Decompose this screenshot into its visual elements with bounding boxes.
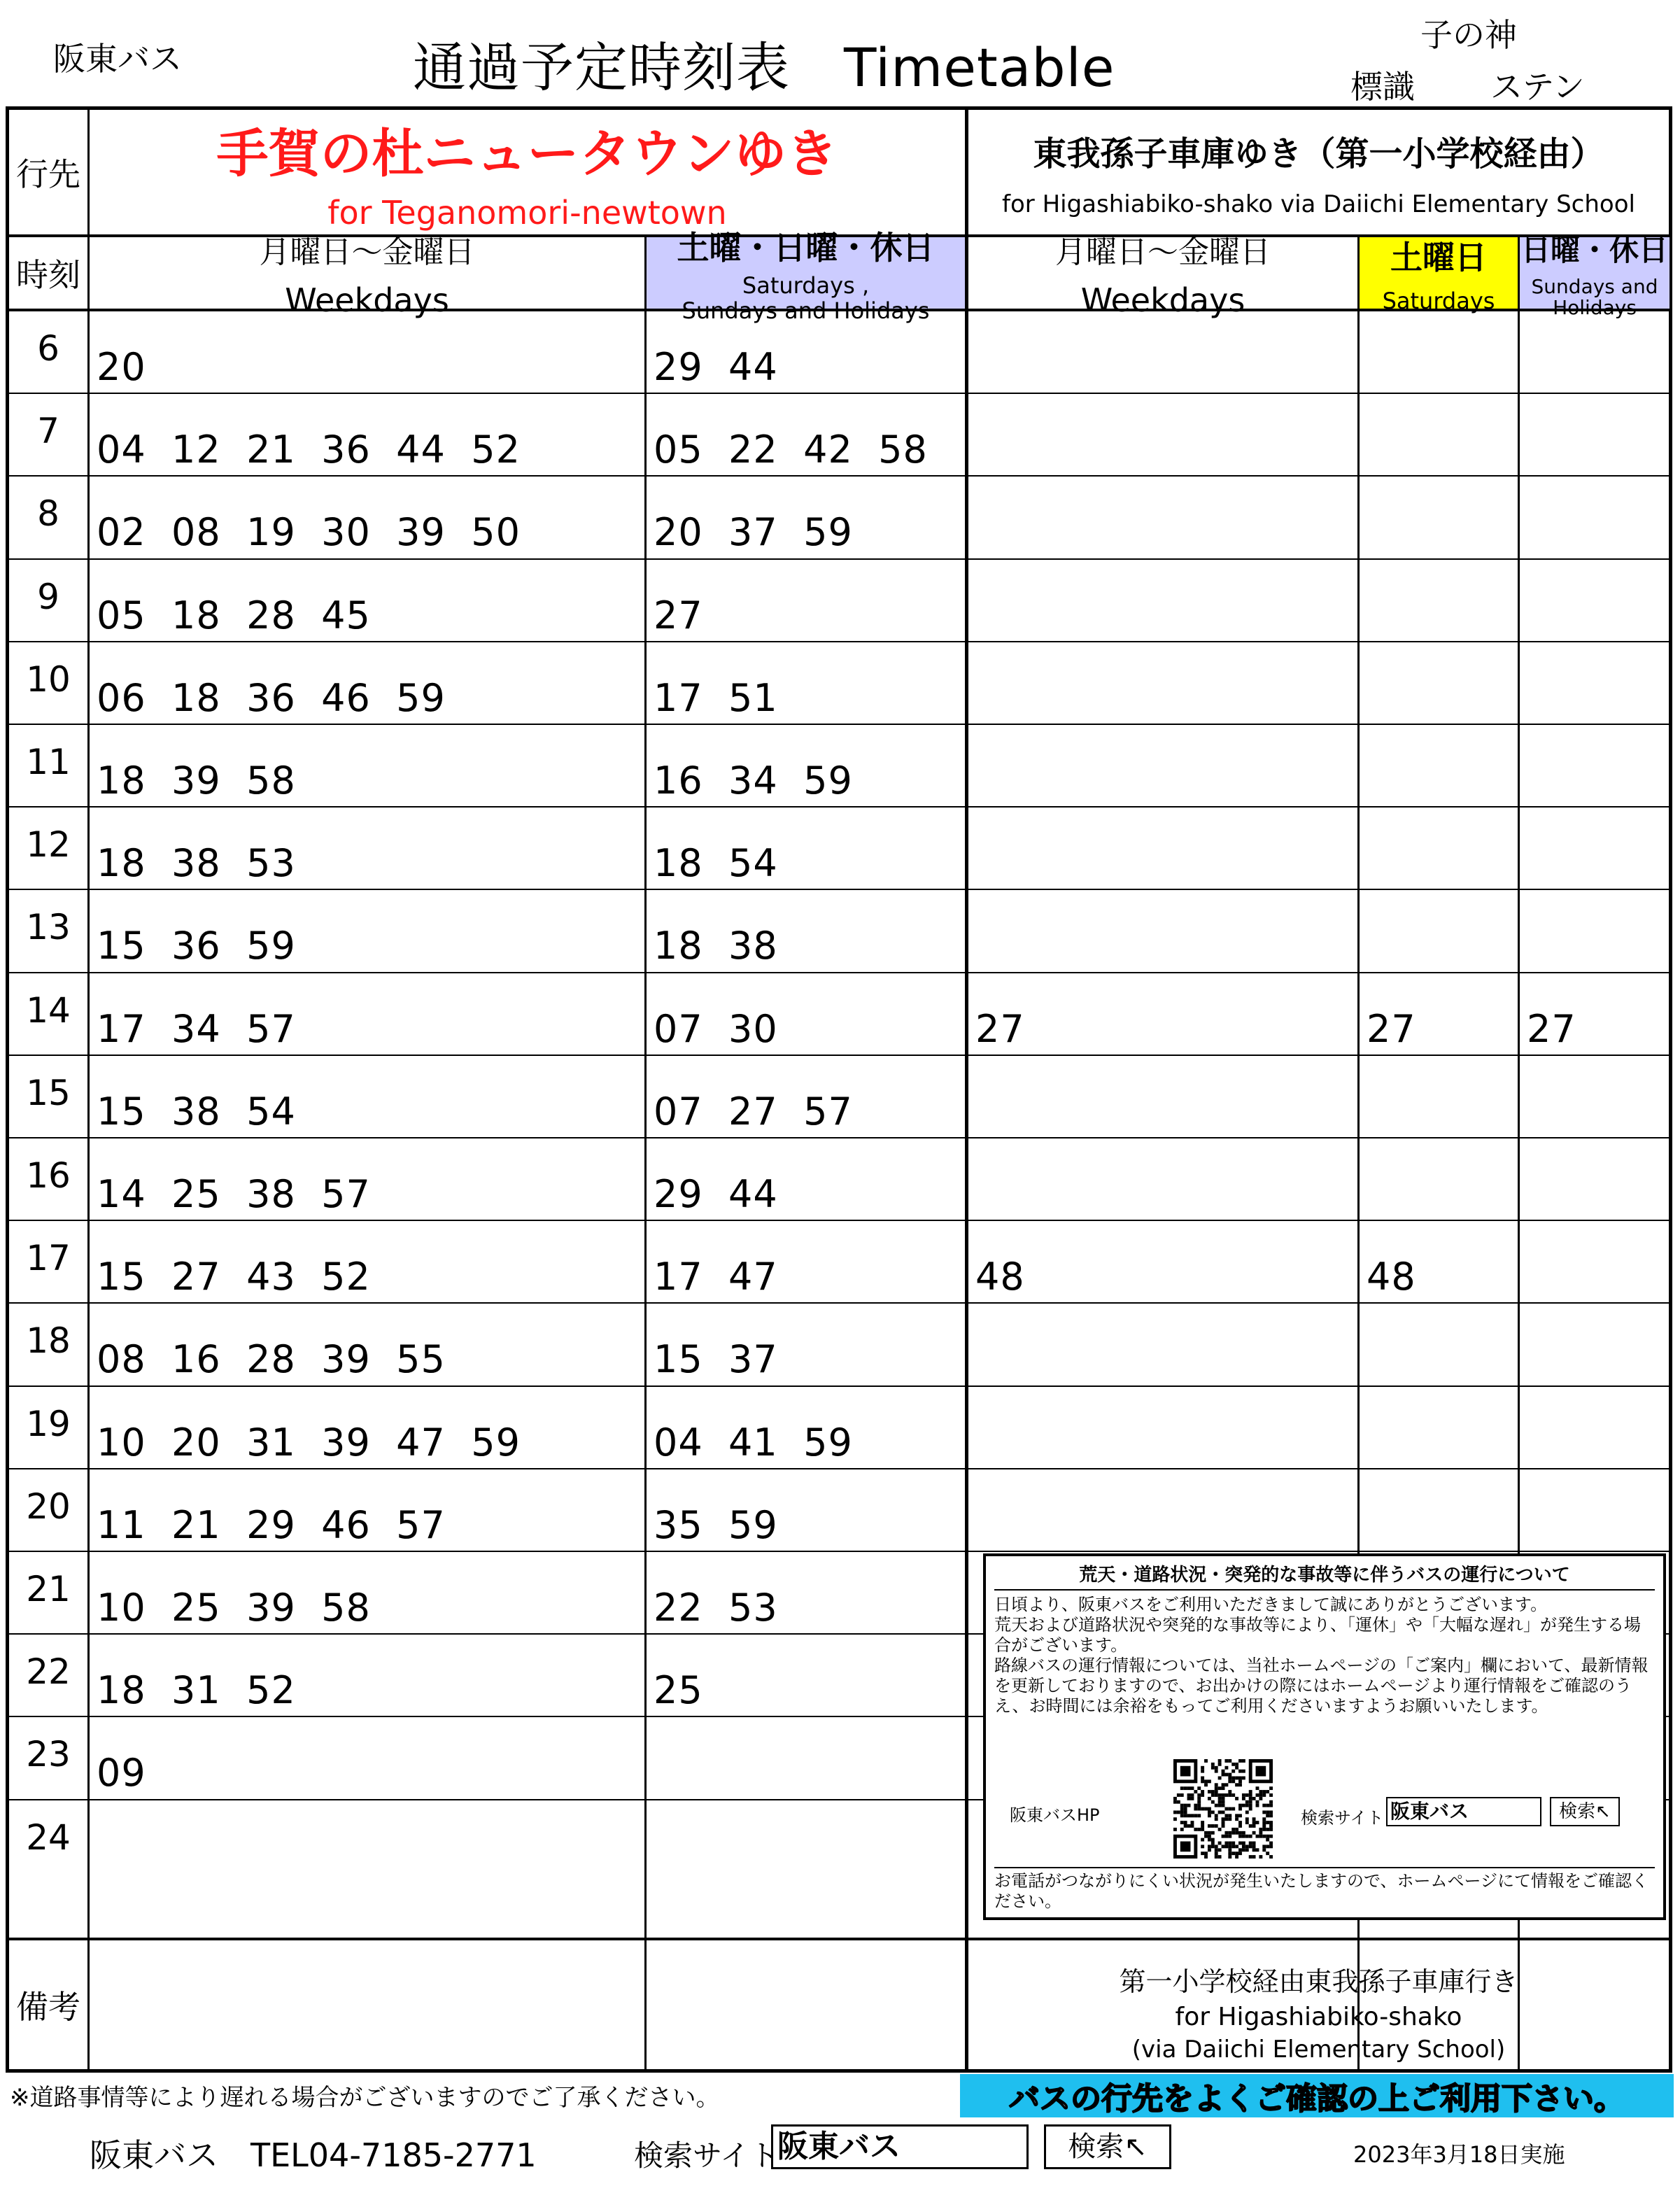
minutes-t-weekday: 10 20 31 39 47 59: [97, 1420, 521, 1465]
header-t-weekday-en: Weekdays: [285, 281, 449, 319]
hour-cell: 8: [37, 493, 59, 535]
hour-cell: 22: [26, 1651, 71, 1693]
hour-cell: 18: [26, 1320, 71, 1362]
hour-cell: 24: [26, 1817, 71, 1858]
hour-cell: 20: [26, 1486, 71, 1527]
minutes-t-weekday: 04 12 21 36 44 52: [97, 428, 521, 472]
header-h-sun-en1: Sundays and: [1531, 275, 1658, 298]
hour-cell: 15: [26, 1072, 71, 1113]
minutes-t-holiday: 22 53: [654, 1586, 778, 1630]
minutes-t-holiday: 29 44: [654, 345, 778, 389]
hour-label: 時刻: [16, 256, 80, 294]
minutes-t-holiday: 20 37 59: [654, 510, 853, 555]
remarks-line3: (via Daiichi Elementary School): [1131, 2036, 1506, 2064]
hour-cell: 13: [26, 907, 71, 948]
header-t-holiday-en2: Sundays and Holidays: [682, 297, 930, 324]
header-h-sun: [1520, 233, 1670, 319]
destination-higashiabiko: [968, 110, 1669, 234]
minutes-t-holiday: 16 34 59: [654, 759, 853, 803]
stop-name-line2b: ステン: [1490, 68, 1585, 106]
minutes-t-holiday: 25: [654, 1668, 703, 1713]
remarks-higashiabiko: [968, 1940, 1669, 2069]
minutes-h-weekday: 48: [975, 1255, 1025, 1299]
notice-footer: お電話がつながりにくい状況が発生いたしますので、ホームページにて情報をご確認ください。: [994, 1867, 1655, 1912]
minutes-t-weekday: 08 16 28 39 55: [97, 1337, 446, 1382]
minutes-t-holiday: 18 54: [654, 841, 778, 886]
destination-teganomori-ja: 手賀の杜ニュータウンゆき: [216, 124, 838, 184]
minutes-t-weekday: 14 25 38 57: [97, 1172, 371, 1216]
minutes-t-weekday: 18 31 52: [97, 1668, 296, 1713]
header-t-holiday-ja: 土曜・日曜・休日: [677, 229, 935, 267]
minutes-t-weekday: 10 25 39 58: [97, 1586, 371, 1630]
hour-cell: 12: [26, 824, 71, 866]
minutes-t-holiday: 15 37: [654, 1337, 778, 1382]
minutes-h-sat: 27: [1367, 1006, 1416, 1051]
header-h-sun-ja: 日曜・休日: [1520, 233, 1668, 267]
header-h-sun-en2: Holidays: [1553, 296, 1637, 319]
effective-date: 2023年3月18日実施: [1353, 2141, 1565, 2168]
minutes-t-holiday: 04 41 59: [654, 1420, 853, 1465]
destination-label: 行先: [16, 155, 80, 193]
hp-label: 阪東バスHP: [1010, 1805, 1100, 1825]
hour-cell: 11: [26, 742, 71, 782]
notice-title: 荒天・道路状況・突発的な事故等に伴うバスの運行について: [994, 1560, 1655, 1591]
destination-higashiabiko-en: for Higashiabiko-shako via Daiichi Elementary School: [1002, 190, 1635, 218]
minutes-t-weekday: 02 08 19 30 39 50: [97, 510, 521, 555]
minutes-t-weekday: 20: [97, 345, 146, 389]
header-h-sat-en: Saturdays: [1382, 288, 1495, 314]
minutes-t-holiday: 07 30: [654, 1006, 778, 1051]
header-h-sat-ja: 土曜日: [1390, 239, 1487, 276]
minutes-t-holiday: 07 27 57: [654, 1089, 853, 1134]
destination-teganomori-en: for Teganomori-newtown: [327, 194, 727, 232]
minutes-t-holiday: 17 47: [654, 1255, 778, 1299]
minutes-h-sat: 48: [1367, 1255, 1416, 1299]
minutes-t-weekday: 05 18 28 45: [97, 593, 371, 637]
stop-name-line1: 子の神: [1420, 16, 1517, 54]
header-h-weekday-ja: 月曜日～金曜日: [1055, 234, 1271, 270]
hour-cell: 21: [26, 1569, 71, 1609]
remarks-line2: for Higashiabiko-shako: [1175, 2003, 1462, 2031]
company-name: 阪東バス: [53, 40, 182, 78]
hour-cell: 6: [37, 328, 59, 369]
minutes-t-holiday: 35 59: [654, 1502, 778, 1547]
destination-higashiabiko-ja: 東我孫子車庫ゆき（第一小学校経由）: [1033, 134, 1604, 174]
minutes-t-holiday: 27: [654, 593, 703, 637]
header-h-weekday-en: Weekdays: [1080, 281, 1245, 319]
notice-search-label: 検索サイト: [1301, 1808, 1384, 1828]
notice-p2: 荒天および道路状況や突発的な事故等により、「運休」や「大幅な遅れ」が発生する場合がございます。: [994, 1615, 1641, 1655]
destination-teganomori: [90, 110, 965, 234]
check-destination-banner: バスの行先をよくご確認の上ご利用下さい。: [960, 2074, 1674, 2117]
remarks-label: 備考: [16, 1988, 80, 2026]
hour-cell: 23: [26, 1734, 71, 1775]
minutes-t-holiday: 05 22 42 58: [654, 428, 928, 472]
cursor-arrow-icon: ↖: [1124, 2131, 1148, 2163]
remarks-line1: 第一小学校経由東我孫子車庫行き: [1119, 1966, 1518, 1997]
hour-cell: 9: [37, 576, 59, 617]
minutes-t-holiday: 18 38: [654, 924, 778, 968]
notice-p1: 日頃より、阪東バスをご利用いただきまして誠にありがとうございます。: [994, 1595, 1548, 1614]
notice-search-input[interactable]: 阪東バス: [1386, 1797, 1541, 1826]
qr-code-icon[interactable]: [1173, 1759, 1273, 1859]
page-title: 通過予定時刻表 Timetable: [413, 36, 1115, 99]
notice-p3: 路線バスの運行情報については、当社ホームページの「ご案内」欄において、最新情報を更新しておりますので、お出かけの際にはホームページより運行情報をご確認のうえ、お時間には余裕をもってご利用くださいますようお願いいたします。: [994, 1656, 1649, 1716]
minutes-h-sun: 27: [1527, 1006, 1576, 1051]
minutes-t-weekday: 15 38 54: [97, 1089, 296, 1134]
header-t-weekday-ja: 月曜日～金曜日: [259, 234, 475, 270]
notice-search-button[interactable]: [1550, 1797, 1620, 1826]
minutes-t-holiday: 17 51: [654, 675, 778, 720]
minutes-t-weekday: 06 18 36 46 59: [97, 675, 446, 720]
header-t-weekday: [90, 234, 644, 319]
notice-search-button-label: 検索: [1559, 1801, 1596, 1822]
hour-cell: 16: [26, 1155, 71, 1196]
header-t-holiday-en1: Saturdays ,: [742, 272, 870, 299]
footer-company-tel: 阪東バス TEL04-7185-2771: [90, 2136, 537, 2174]
minutes-t-weekday: 11 21 29 46 57: [97, 1502, 446, 1547]
minutes-t-holiday: 29 44: [654, 1172, 778, 1216]
footer-search-button[interactable]: [1044, 2124, 1171, 2169]
hour-cell: 7: [37, 411, 59, 452]
minutes-t-weekday: 15 36 59: [97, 924, 296, 968]
delay-note: ※道路事情等により遅れる場合がございますのでご了承ください。: [10, 2084, 720, 2112]
minutes-t-weekday: 09: [97, 1751, 146, 1796]
hour-cell: 19: [26, 1403, 71, 1444]
hour-cell: 17: [26, 1238, 71, 1279]
minutes-t-weekday: 17 34 57: [97, 1006, 296, 1051]
minutes-t-weekday: 15 27 43 52: [97, 1255, 371, 1299]
hour-cell: 10: [26, 658, 71, 700]
stop-name-line2a: 標識: [1350, 68, 1415, 106]
header-t-holiday: [647, 229, 965, 324]
hour-cell: 14: [26, 989, 71, 1031]
footer-search-button-label: 検索: [1068, 2131, 1124, 2163]
minutes-t-weekday: 18 39 58: [97, 759, 296, 803]
header-h-sat: [1360, 237, 1518, 314]
minutes-h-weekday: 27: [975, 1006, 1025, 1051]
footer-search-input[interactable]: 阪東バス: [771, 2124, 1029, 2169]
cursor-arrow-icon: ↖: [1595, 1801, 1611, 1822]
footer-search-label: 検索サイト: [634, 2138, 779, 2173]
notice-box: [983, 1553, 1666, 1920]
minutes-t-weekday: 18 38 53: [97, 841, 296, 886]
header-h-weekday: [968, 234, 1357, 319]
